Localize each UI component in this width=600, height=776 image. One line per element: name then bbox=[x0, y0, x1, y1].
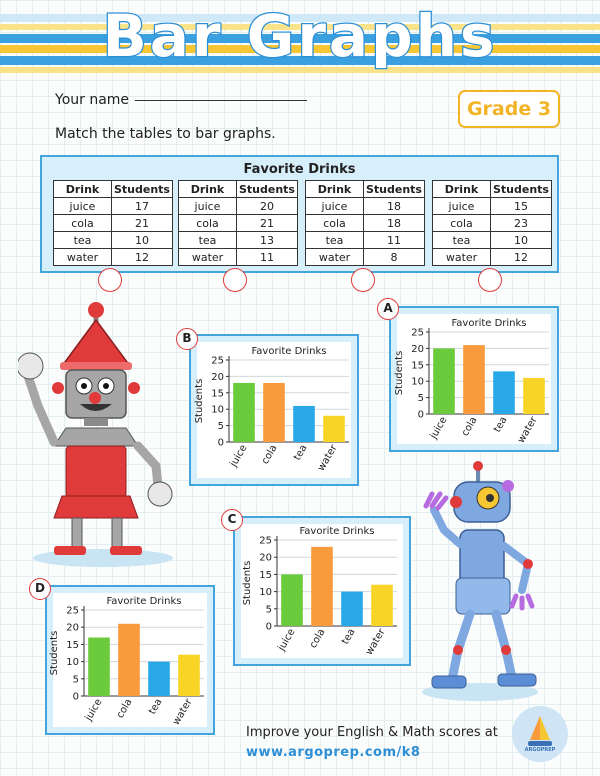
x-tick-label: cola bbox=[307, 627, 328, 651]
y-tick-label: 20 bbox=[211, 371, 224, 383]
footer-url-link[interactable]: www.argoprep.com/k8 bbox=[246, 745, 421, 760]
students-cell: 10 bbox=[491, 232, 552, 249]
students-cell: 10 bbox=[112, 232, 173, 249]
students-header: Students bbox=[237, 181, 298, 198]
bar-juice bbox=[281, 574, 303, 626]
students-cell: 21 bbox=[237, 215, 298, 232]
y-axis-label: Students bbox=[194, 378, 205, 424]
y-tick-label: 20 bbox=[411, 343, 424, 355]
logo-text: ARGOPREP bbox=[524, 747, 556, 753]
x-tick-label: juice bbox=[228, 443, 250, 469]
chart-label-b: B bbox=[176, 328, 198, 350]
drink-cell: cola bbox=[433, 215, 491, 232]
students-header: Students bbox=[364, 181, 425, 198]
y-tick-label: 5 bbox=[265, 604, 272, 616]
x-tick-label: water bbox=[515, 415, 540, 446]
chart-title: Favorite Drinks bbox=[106, 596, 182, 607]
y-axis-label: Students bbox=[394, 350, 405, 396]
y-tick-label: 10 bbox=[211, 404, 224, 416]
chart-label-d: D bbox=[29, 578, 51, 600]
students-cell: 23 bbox=[491, 215, 552, 232]
bar-juice bbox=[233, 383, 255, 442]
drink-cell: water bbox=[54, 249, 112, 266]
bar-juice bbox=[88, 638, 110, 696]
y-tick-label: 15 bbox=[259, 569, 272, 581]
students-header: Students bbox=[112, 181, 173, 198]
x-tick-label: tea bbox=[491, 415, 510, 435]
x-tick-label: tea bbox=[146, 697, 165, 717]
y-tick-label: 20 bbox=[66, 622, 79, 634]
bar-cola bbox=[263, 383, 285, 442]
argoprep-logo bbox=[512, 706, 568, 762]
footer-text: Improve your English & Math scores at bbox=[246, 725, 498, 740]
y-tick-label: 20 bbox=[259, 552, 272, 564]
drink-cell: cola bbox=[306, 215, 364, 232]
bar-water bbox=[178, 655, 200, 696]
drink-cell: water bbox=[179, 249, 237, 266]
y-tick-label: 15 bbox=[66, 639, 79, 651]
y-tick-label: 25 bbox=[411, 327, 424, 339]
drink-cell: juice bbox=[433, 198, 491, 215]
chart-title: Favorite Drinks bbox=[299, 526, 375, 537]
students-cell: 20 bbox=[237, 198, 298, 215]
x-tick-label: cola bbox=[114, 697, 135, 721]
drink-header: Drink bbox=[179, 181, 237, 198]
drink-header: Drink bbox=[433, 181, 491, 198]
x-tick-label: tea bbox=[339, 627, 358, 647]
y-tick-label: 10 bbox=[259, 587, 272, 599]
students-cell: 21 bbox=[112, 215, 173, 232]
drink-header: Drink bbox=[54, 181, 112, 198]
chart-title: Favorite Drinks bbox=[251, 346, 327, 357]
y-tick-label: 0 bbox=[265, 621, 272, 633]
students-cell: 18 bbox=[364, 215, 425, 232]
x-tick-label: cola bbox=[459, 415, 480, 439]
bar-cola bbox=[311, 547, 333, 626]
y-tick-label: 5 bbox=[417, 393, 424, 405]
students-cell: 12 bbox=[491, 249, 552, 266]
y-tick-label: 10 bbox=[411, 376, 424, 388]
drink-header: Drink bbox=[306, 181, 364, 198]
drink-cell: juice bbox=[54, 198, 112, 215]
drink-cell: juice bbox=[179, 198, 237, 215]
x-tick-label: water bbox=[363, 627, 388, 658]
students-cell: 13 bbox=[237, 232, 298, 249]
students-header: Students bbox=[491, 181, 552, 198]
students-cell: 18 bbox=[364, 198, 425, 215]
drink-cell: cola bbox=[54, 215, 112, 232]
instruction-text: Match the tables to bar graphs. bbox=[55, 126, 276, 142]
y-tick-label: 5 bbox=[217, 421, 224, 433]
x-tick-label: juice bbox=[276, 627, 298, 653]
bar-tea bbox=[493, 371, 515, 414]
y-tick-label: 10 bbox=[66, 657, 79, 669]
bar-water bbox=[371, 585, 393, 626]
x-tick-label: water bbox=[170, 697, 195, 728]
y-tick-label: 25 bbox=[211, 355, 224, 367]
drink-cell: tea bbox=[179, 232, 237, 249]
y-tick-label: 25 bbox=[259, 535, 272, 547]
red-robot-illustration bbox=[18, 296, 188, 576]
students-cell: 12 bbox=[112, 249, 173, 266]
bar-cola bbox=[118, 624, 140, 696]
bar-cola bbox=[463, 345, 485, 414]
students-cell: 17 bbox=[112, 198, 173, 215]
y-axis-label: Students bbox=[49, 630, 60, 676]
y-tick-label: 0 bbox=[217, 437, 224, 449]
drink-cell: tea bbox=[433, 232, 491, 249]
students-cell: 8 bbox=[364, 249, 425, 266]
y-tick-label: 15 bbox=[211, 388, 224, 400]
drink-cell: juice bbox=[306, 198, 364, 215]
chart-label-c: C bbox=[221, 509, 243, 531]
drink-cell: water bbox=[306, 249, 364, 266]
x-tick-label: cola bbox=[259, 443, 280, 467]
drink-cell: tea bbox=[54, 232, 112, 249]
students-cell: 11 bbox=[237, 249, 298, 266]
x-tick-label: tea bbox=[291, 443, 310, 463]
y-tick-label: 0 bbox=[417, 409, 424, 421]
drink-cell: cola bbox=[179, 215, 237, 232]
students-cell: 11 bbox=[364, 232, 425, 249]
name-label: Your name bbox=[55, 92, 130, 108]
bar-juice bbox=[433, 348, 455, 414]
students-cell: 15 bbox=[491, 198, 552, 215]
bar-tea bbox=[148, 662, 170, 696]
x-tick-label: juice bbox=[428, 415, 450, 441]
y-tick-label: 5 bbox=[72, 674, 79, 686]
tables-panel-title: Favorite Drinks bbox=[243, 162, 356, 177]
bar-tea bbox=[293, 406, 315, 442]
y-tick-label: 0 bbox=[72, 691, 79, 703]
drink-cell: water bbox=[433, 249, 491, 266]
bar-tea bbox=[341, 592, 363, 626]
grade-badge: Grade 3 bbox=[458, 90, 560, 128]
x-tick-label: water bbox=[315, 443, 340, 474]
chart-label-a: A bbox=[377, 298, 399, 320]
y-axis-label: Students bbox=[242, 560, 253, 606]
bar-water bbox=[523, 378, 545, 414]
x-tick-label: juice bbox=[83, 697, 105, 723]
chart-title: Favorite Drinks bbox=[451, 318, 527, 329]
blue-robot-illustration bbox=[410, 460, 560, 705]
y-tick-label: 15 bbox=[411, 360, 424, 372]
y-tick-label: 25 bbox=[66, 605, 79, 617]
bar-water bbox=[323, 416, 345, 442]
drink-cell: tea bbox=[306, 232, 364, 249]
page-title: Bar Graphs bbox=[102, 2, 498, 70]
